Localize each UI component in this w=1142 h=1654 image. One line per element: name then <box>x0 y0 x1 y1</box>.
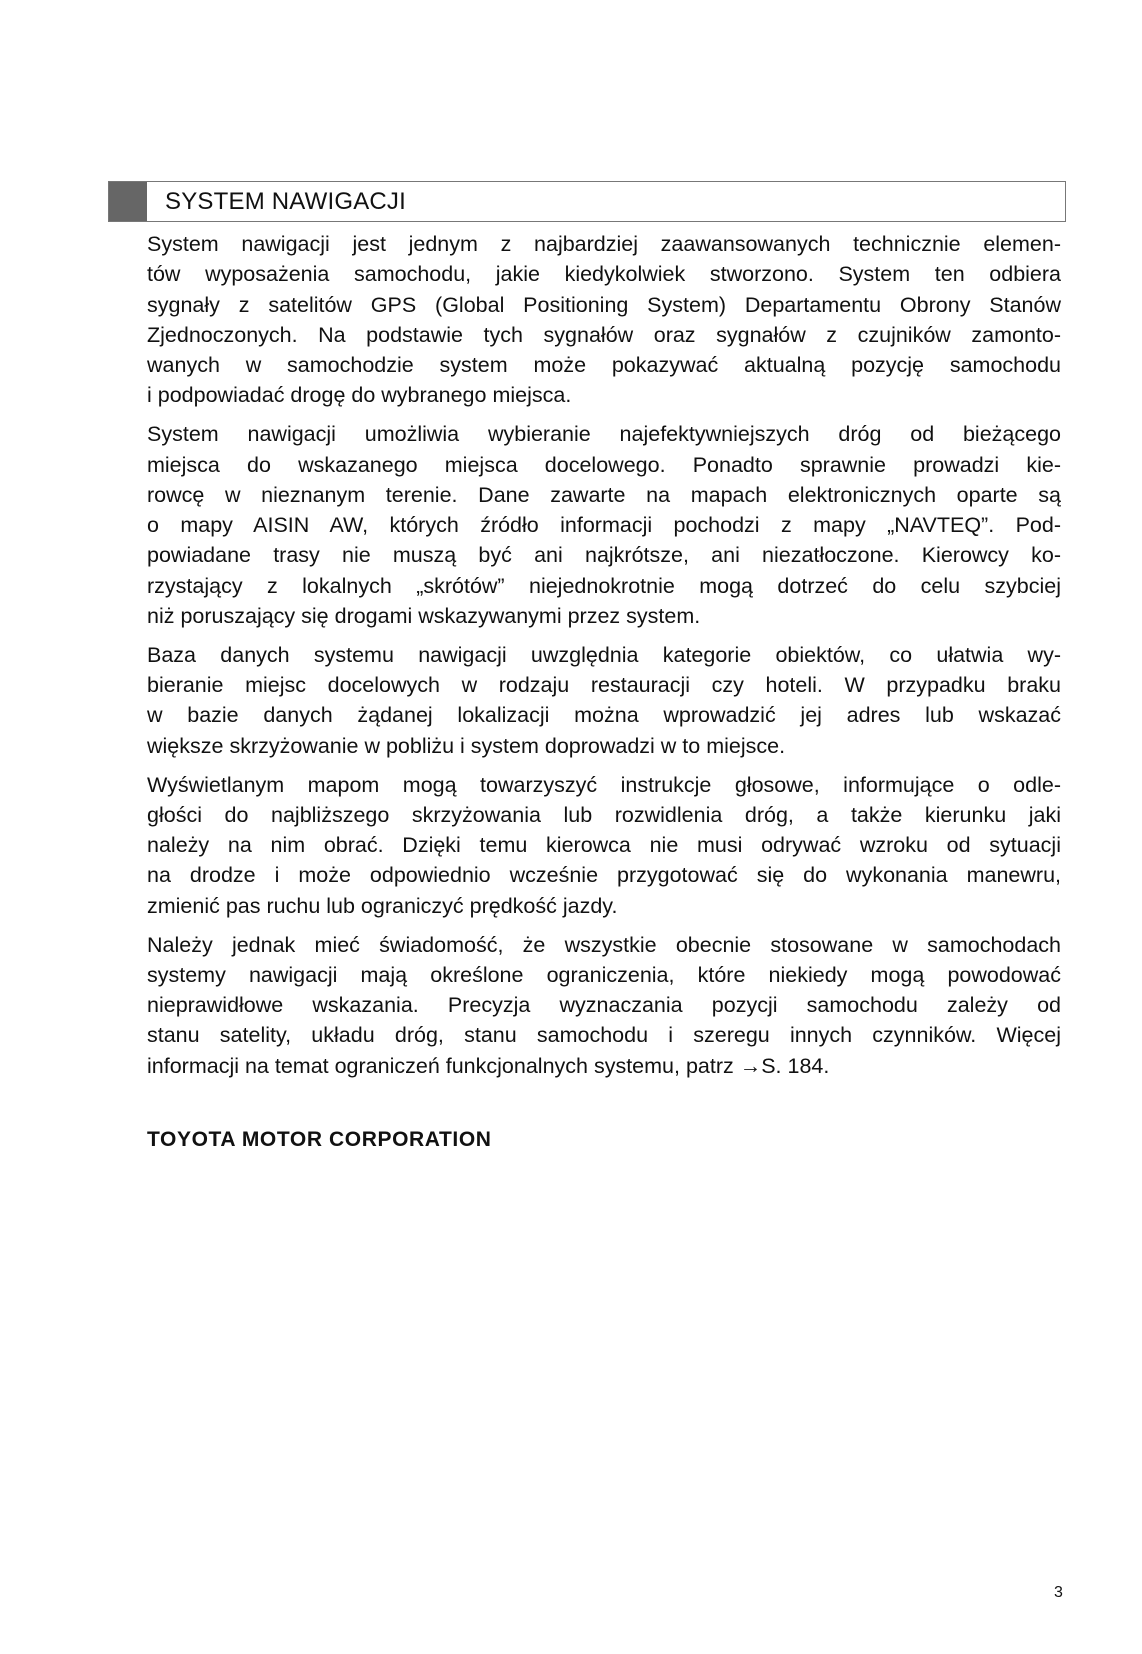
paragraph <box>147 770 1061 921</box>
text-line: powiadane trasy nie muszą być ani najkrótsze, ani niezatłoczone. Kierowcy ko- <box>147 543 1061 568</box>
text-line: rowcę w nieznanym terenie. Dane zawarte na mapach elektronicznych oparte są <box>147 482 1061 507</box>
text-line: Należy jednak mieć świadomość, że wszystkie obecnie stosowane w samochodach <box>147 932 1061 957</box>
text-line: miejsca do wskazanego miejsca docelowego. Ponadto sprawnie prowadzi kie- <box>147 452 1061 477</box>
text-line: rzystający z lokalnych „skrótów” niejednokrotnie mogą dotrzeć do celu szybciej <box>147 573 1061 598</box>
text-line: w bazie danych żądanej lokalizacji można wprowadzić jej adres lub wskazać <box>147 703 1061 728</box>
text-line: System nawigacji jest jednym z najbardziej zaawansowanych technicznie elemen- <box>147 232 1061 256</box>
section-header <box>108 181 1066 222</box>
text-line: System nawigacji umożliwia wybieranie najefektywniejszych dróg od bieżącego <box>147 422 1061 447</box>
text-line: należy na nim obrać. Dzięki temu kierowca nie musi odrywać wzroku od sytuacji <box>147 833 1061 858</box>
text-line: na drodze i może odpowiednio wcześnie przygotować się do wykonania manewru, <box>147 863 1061 888</box>
text-line: Baza danych systemu nawigacji uwzględnia kategorie obiektów, co ułatwia wy- <box>147 642 1061 667</box>
text-line: informacji na temat ograniczeń funkcjonalnych systemu, patrz →S. 184. <box>147 1053 830 1078</box>
paragraph <box>147 229 1061 411</box>
text-line: systemy nawigacji mają określone ograniczenia, które niekiedy mogą powodować <box>147 962 1061 987</box>
text-line: stanu satelity, układu dróg, stanu samochodu i szeregu innych czynników. Więcej <box>147 1023 1061 1048</box>
header-marker-block <box>109 182 147 221</box>
text-line: tów wyposażenia samochodu, jakie kiedykolwiek stworzono. System ten odbiera <box>147 262 1061 287</box>
text-line: i podpowiadać drogę do wybranego miejsca. <box>147 383 572 408</box>
section-title: SYSTEM NAWIGACJI <box>165 188 406 215</box>
text-line: większe skrzyżowanie w pobliżu i system doprowadzi w to miejsce. <box>147 733 786 758</box>
paragraph <box>147 640 1061 761</box>
text-line: Zjednoczonych. Na podstawie tych sygnałów oraz sygnałów z czujników zamonto- <box>147 322 1061 347</box>
text-line: nieprawidłowe wskazania. Precyzja wyznaczania pozycji samochodu zależy od <box>147 993 1061 1018</box>
company-name: TOYOTA MOTOR CORPORATION <box>147 1128 492 1151</box>
text-line: sygnały z satelitów GPS (Global Positioning System) Departamentu Obrony Stanów <box>147 292 1061 317</box>
text-line: wanych w samochodzie system może pokazywać aktualną pozycję samochodu <box>147 353 1061 378</box>
text-line: Wyświetlanym mapom mogą towarzyszyć instrukcje głosowe, informujące o odle- <box>147 772 1061 797</box>
body-text <box>147 229 1061 1090</box>
page-number: 3 <box>1054 1584 1063 1601</box>
text-line: bieranie miejsc docelowych w rodzaju restauracji czy hoteli. W przypadku braku <box>147 673 1061 698</box>
text-line: o mapy AISIN AW, których źródło informacji pochodzi z mapy „NAVTEQ”. Pod- <box>147 513 1061 538</box>
paragraph <box>147 419 1061 631</box>
text-line: niż poruszający się drogami wskazywanymi przez system. <box>147 604 701 629</box>
paragraph <box>147 930 1061 1081</box>
text-line: zmienić pas ruchu lub ograniczyć prędkość jazdy. <box>147 893 618 918</box>
text-line: głości do najbliższego skrzyżowania lub rozwidlenia dróg, a także kierunku jaki <box>147 802 1061 827</box>
